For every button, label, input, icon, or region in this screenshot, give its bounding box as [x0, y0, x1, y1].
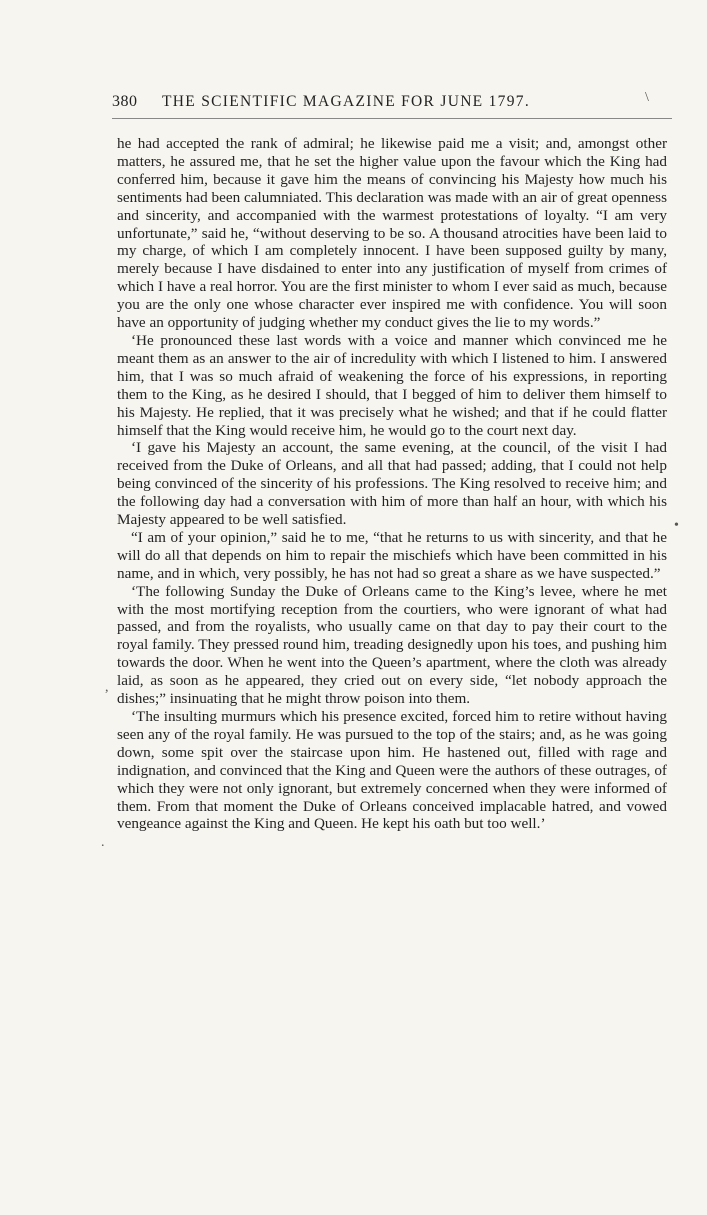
header-rule: [112, 118, 672, 119]
running-title: THE SCIENTIFIC MAGAZINE FOR JUNE 1797.: [162, 93, 531, 110]
paragraph: ‘I gave his Majesty an account, the same evening, at the council, of the visit I had received from the Duke of Orleans, and all that had passed; adding, that I could not help being convinced of the sincerity of his professions. The King resolved to receive him; and the following day had a conversation with him of more than half an hour, with which his Majesty appeared to be well satisfied.: [117, 439, 667, 529]
paragraph: ‘The insulting murmurs which his presence excited, forced him to retire without having seen any of the royal family. He was pursued to the top of the stairs; and, as he was going down, some spit over the staircase upon him. He hastened out, filled with rage and indignation, and convinced that the King and Queen were the authors of these outrages, of which they were not only ignorant, but extremely concerned when they were informed of them. From that moment the Duke of Orleans conceived implacable hatred, and vowed vengeance against the King and Queen. He kept his oath but too well.’: [117, 708, 667, 833]
paragraph: he had accepted the rank of admiral; he likewise paid me a visit; and, amongst other matters, he assured me, that he set the higher value upon the favour which the King had conferred him, because it gave him the means of convincing his Majesty how much his sentiments had been calumniated. This declaration was made with an air of great openness and sincerity, and accompanied with the warmest protestations of loyalty. “I am very unfortunate,” said he, “without deserving to be so. A thousand atrocities have been laid to my charge, of which I am completely innocent. I have been supposed guilty by many, merely because I have disdained to enter into any justification of myself from crimes of which I have a real horror. You are the first minister to whom I ever said as much, because you are the only one whose character ever inspired me with confidence. You will soon have an opportunity of judging whether my conduct gives the lie to my words.”: [117, 135, 667, 332]
margin-mark: \: [645, 90, 649, 105]
paragraph: “I am of your opinion,” said he to me, “that he returns to us with sincerity, and that he will do all that depends on him to repair the mischiefs which have been committed in his name, and in which, very possibly, he has not had so great a share as we have suspected.”: [117, 528, 667, 582]
margin-mark: ,: [105, 680, 109, 695]
margin-mark: .: [101, 835, 105, 850]
page-number: 380: [112, 93, 138, 110]
margin-mark: •: [674, 518, 679, 533]
paragraph: ‘He pronounced these last words with a voice and manner which convinced me he meant them as an answer to the air of incredulity with which I listened to him. I answered him, that I was so much afraid of weakening the force of his expressions, in reporting them to the King, as he desired I should, that I begged of him to deliver them himself to his Majesty. He replied, that it was precisely what he wished; and that if he could flatter himself that the King would receive him, he would go to the court next day.: [117, 331, 667, 439]
page-header: [112, 93, 672, 117]
body-text: [117, 135, 667, 833]
paragraph: ‘The following Sunday the Duke of Orleans came to the King’s levee, where he met with the most mortifying reception from the courtiers, who were ignorant of what had passed, and from the royalists, who usually came on that day to pay their court to the royal family. They pressed round him, treading designedly upon his toes, and pushing him towards the door. When he went into the Queen’s apartment, where the cloth was already laid, as soon as he appeared, they cried out on every side, “let nobody approach the dishes;” insinuating that he might throw poison into them.: [117, 582, 667, 708]
